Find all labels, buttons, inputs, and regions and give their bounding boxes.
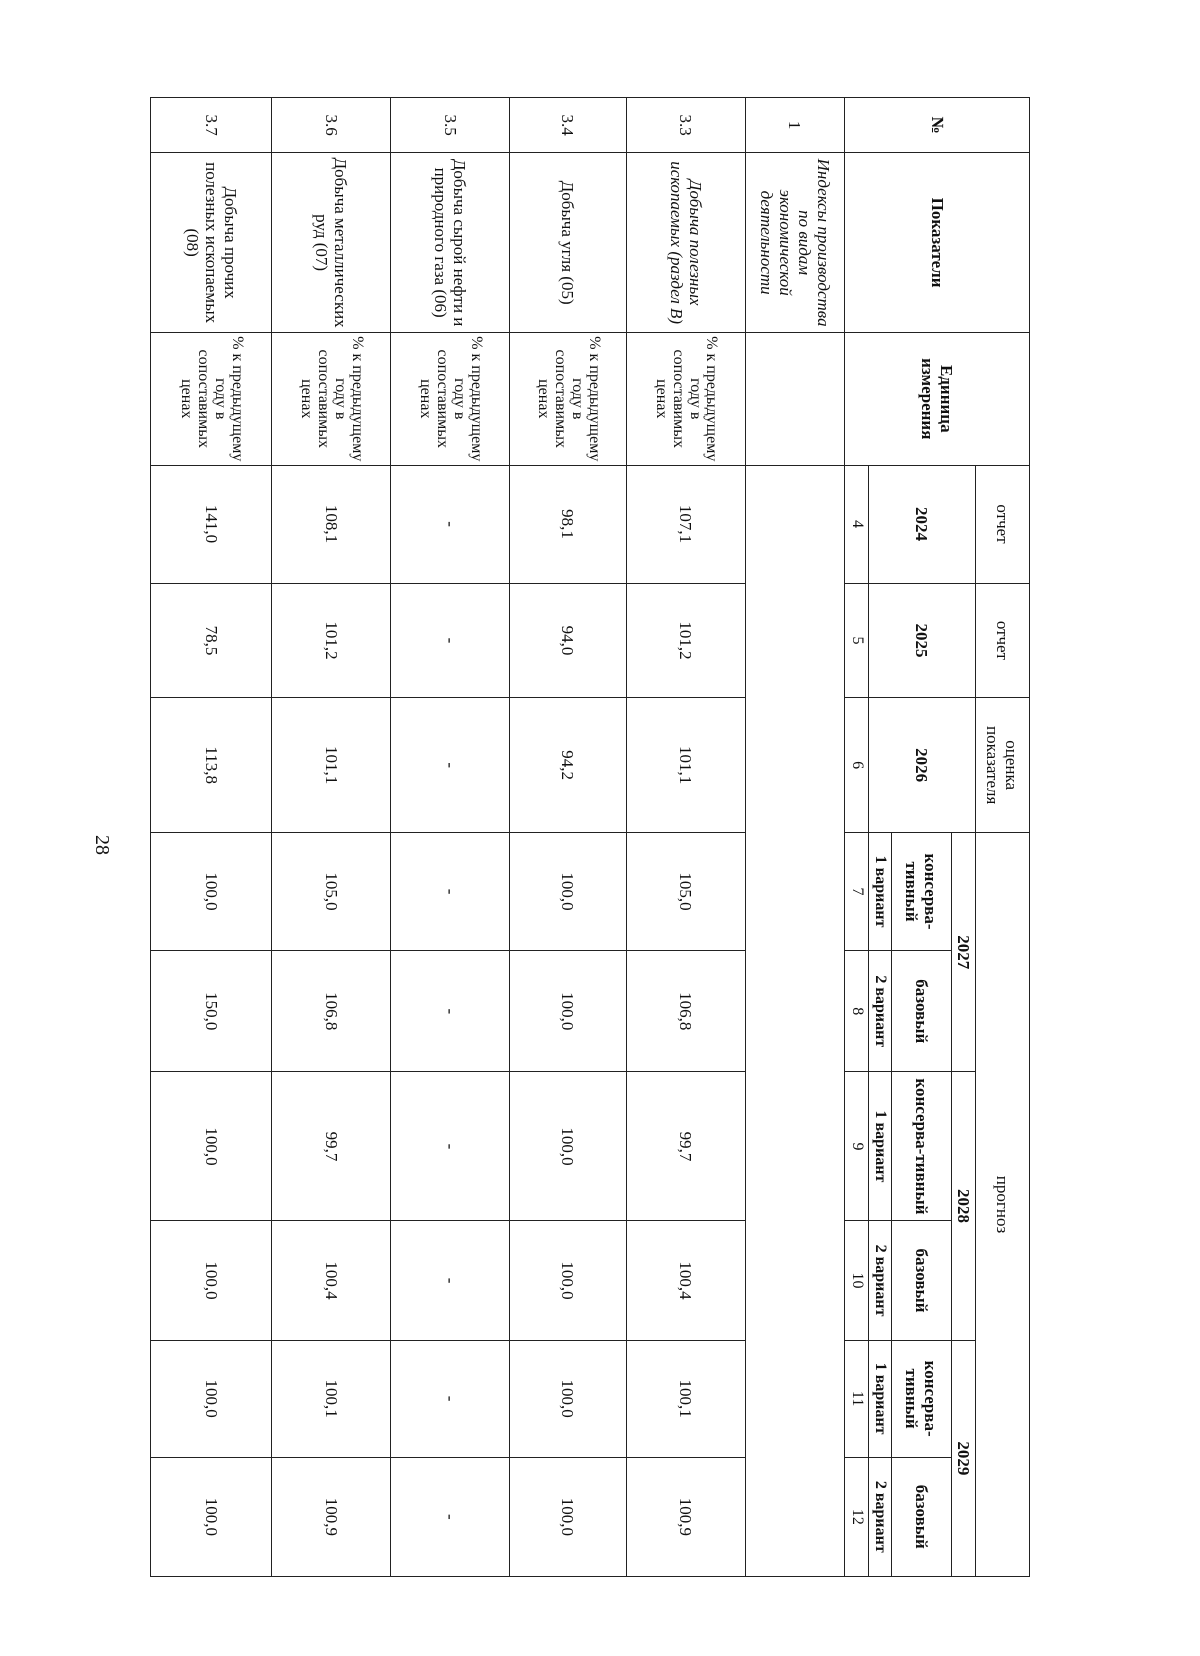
table-row: [151, 98, 272, 1577]
row-value: -: [391, 583, 510, 698]
row-value: -: [391, 1340, 510, 1457]
row-no: 3.6: [272, 98, 391, 153]
header-indicators: Показатели: [845, 153, 1030, 333]
row-value: 106,8: [272, 951, 391, 1072]
header-no: №: [845, 98, 1030, 153]
header-2027-variant2: 2 вариант: [868, 951, 891, 1072]
header-year-2028: 2028: [952, 1072, 976, 1340]
header-unit: Единица измерения: [845, 333, 1030, 465]
row-value: -: [391, 1221, 510, 1340]
colnum-9: 9: [845, 1072, 869, 1221]
row-name: Добыча полезных ископаемых (раздел В): [626, 153, 745, 333]
row-unit: % к предыдущему году в сопоставимых ценах: [151, 333, 272, 465]
section-empty: [745, 465, 844, 1577]
forecast-table: [150, 97, 1030, 1577]
colnum-8: 8: [845, 951, 869, 1072]
row-no: 3.7: [151, 98, 272, 153]
row-unit: % к предыдущему году в сопоставимых ценах: [626, 333, 745, 465]
row-name: Добыча сырой нефти и природного газа (06): [391, 153, 510, 333]
header-year-2029: 2029: [952, 1340, 976, 1576]
header-2027-variant1: 1 вариант: [868, 833, 891, 951]
colnum-5: 5: [845, 583, 869, 698]
row-value: 100,0: [510, 1457, 627, 1576]
row-unit: % к предыдущему году в сопоставимых ценах: [510, 333, 627, 465]
colnum-1: 1: [745, 98, 844, 153]
row-value: 100,0: [151, 1457, 272, 1576]
colnum-11: 11: [845, 1340, 869, 1457]
row-value: 113,8: [151, 698, 272, 833]
header-2028-conservative: консерва-тивный: [891, 1072, 952, 1221]
row-value: 100,0: [151, 833, 272, 951]
row-unit: % к предыдущему году в сопоставимых ценах: [272, 333, 391, 465]
row-value: 99,7: [626, 1072, 745, 1221]
header-estimate: оценка показателя: [975, 698, 1029, 833]
colnum-4: 4: [845, 465, 869, 583]
header-report-2025: отчет: [975, 583, 1029, 698]
row-value: 100,0: [151, 1221, 272, 1340]
header-report-2024: отчет: [975, 465, 1029, 583]
table-row: [510, 98, 627, 1577]
page-number: 28: [91, 835, 113, 855]
table-row: [391, 98, 510, 1577]
row-unit: % к предыдущему году в сопоставимых ценах: [391, 333, 510, 465]
header-year-2024: 2024: [868, 465, 975, 583]
row-value: 100,1: [626, 1340, 745, 1457]
row-value: -: [391, 1457, 510, 1576]
row-value: 106,8: [626, 951, 745, 1072]
row-value: -: [391, 465, 510, 583]
row-value: 98,1: [510, 465, 627, 583]
header-2029-conservative: консерва-тивный: [891, 1340, 952, 1457]
row-value: 101,2: [626, 583, 745, 698]
row-value: 100,0: [151, 1072, 272, 1221]
row-value: 99,7: [272, 1072, 391, 1221]
forecast-table-container: [150, 97, 1030, 1577]
header-year-2027: 2027: [952, 833, 976, 1072]
row-value: 141,0: [151, 465, 272, 583]
colnum-10: 10: [845, 1221, 869, 1340]
row-value: 150,0: [151, 951, 272, 1072]
header-2028-variant2: 2 вариант: [868, 1221, 891, 1340]
header-forecast: прогноз: [975, 833, 1029, 1577]
row-value: 101,2: [272, 583, 391, 698]
row-no: 3.5: [391, 98, 510, 153]
table-row: [272, 98, 391, 1577]
row-value: 100,4: [626, 1221, 745, 1340]
row-value: 100,9: [626, 1457, 745, 1576]
row-name: Добыча прочих полезных ископаемых (08): [151, 153, 272, 333]
row-value: 78,5: [151, 583, 272, 698]
row-value: 100,0: [151, 1340, 272, 1457]
row-value: 100,0: [510, 1340, 627, 1457]
header-year-2026: 2026: [868, 698, 975, 833]
row-value: 105,0: [626, 833, 745, 951]
row-value: -: [391, 951, 510, 1072]
row-value: -: [391, 698, 510, 833]
row-value: 105,0: [272, 833, 391, 951]
table-row: [626, 98, 745, 1577]
header-2027-conservative: консерва-тивный: [891, 833, 952, 951]
row-value: 100,0: [510, 1072, 627, 1221]
row-value: 101,1: [626, 698, 745, 833]
colnum-3-cell: [745, 333, 844, 465]
header-2027-basic: базовый: [891, 951, 952, 1072]
row-value: 107,1: [626, 465, 745, 583]
header-2029-variant2: 2 вариант: [868, 1457, 891, 1576]
row-value: -: [391, 1072, 510, 1221]
row-value: 100,4: [272, 1221, 391, 1340]
row-value: 94,0: [510, 583, 627, 698]
row-value: 101,1: [272, 698, 391, 833]
colnum-7: 7: [845, 833, 869, 951]
row-value: 100,0: [510, 951, 627, 1072]
header-2028-variant1: 1 вариант: [868, 1072, 891, 1221]
row-value: -: [391, 833, 510, 951]
row-value: 100,0: [510, 1221, 627, 1340]
header-2029-basic: базовый: [891, 1457, 952, 1576]
row-name: Добыча металлических руд (07): [272, 153, 391, 333]
row-value: 100,9: [272, 1457, 391, 1576]
header-2029-variant1: 1 вариант: [868, 1340, 891, 1457]
row-value: 100,1: [272, 1340, 391, 1457]
row-value: 94,2: [510, 698, 627, 833]
row-name: Добыча угля (05): [510, 153, 627, 333]
row-value: 100,0: [510, 833, 627, 951]
row-no: 3.3: [626, 98, 745, 153]
section-title: Индексы производства по видам экономической деятельности: [745, 153, 844, 333]
colnum-6: 6: [845, 698, 869, 833]
header-year-2025: 2025: [868, 583, 975, 698]
header-2028-basic: базовый: [891, 1221, 952, 1340]
colnum-12: 12: [845, 1457, 869, 1576]
row-no: 3.4: [510, 98, 627, 153]
row-value: 108,1: [272, 465, 391, 583]
